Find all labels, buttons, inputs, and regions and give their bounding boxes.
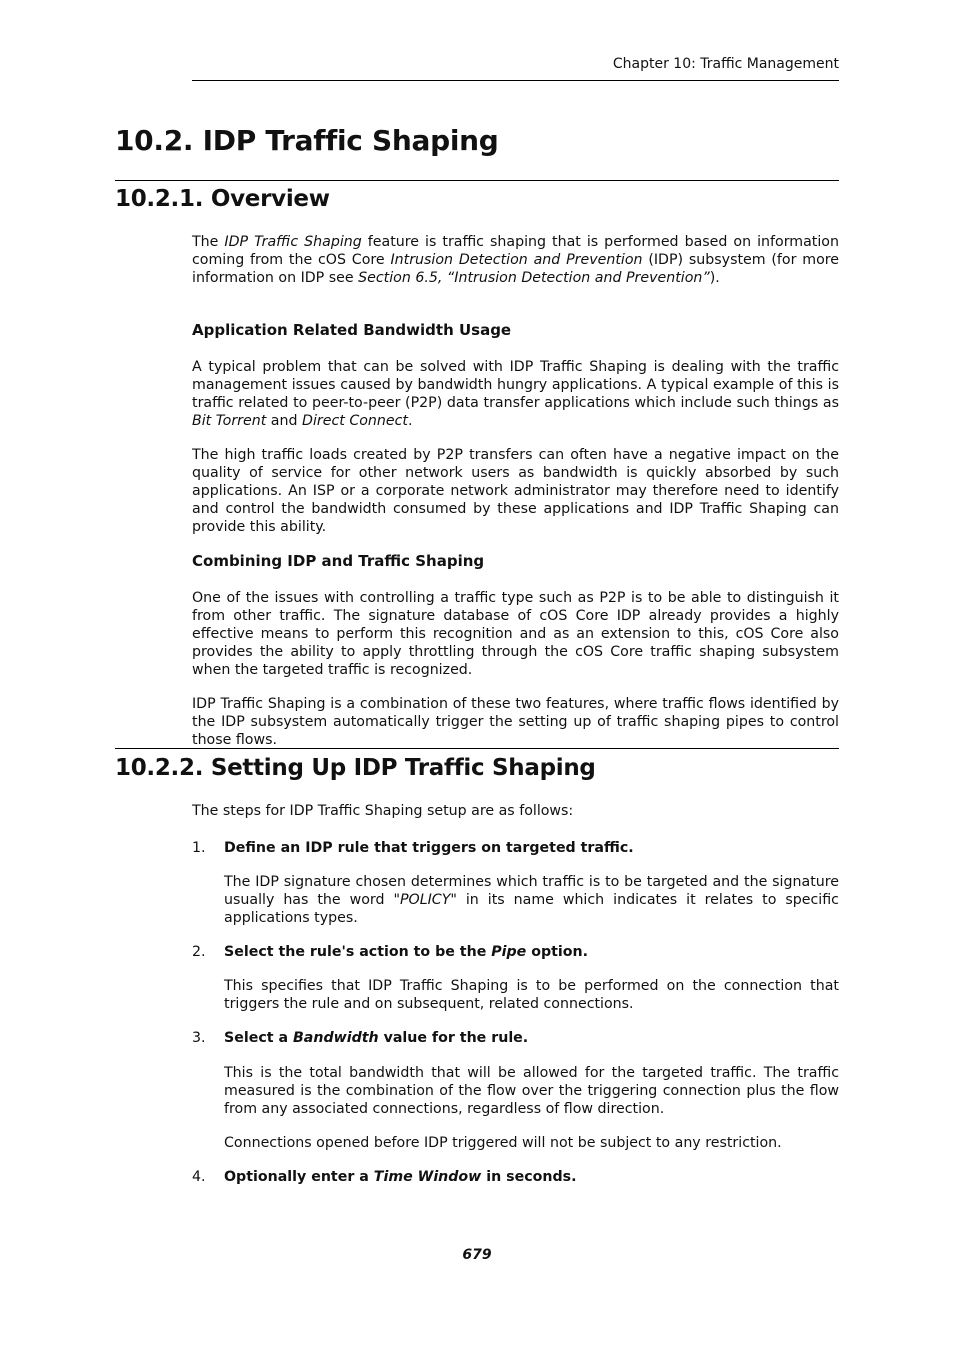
step-heading: Select the rule's action to be the Pipe option. — [224, 944, 589, 960]
bandwidth-paragraph-1: A typical problem that can be solved with IDP Traffic Shaping is dealing with the traffic management issues caused by bandwidth hungry applications. A typical example of this is traffic related to peer-to-peer (P2P) data transfer applications which include such things as Bit Torrent and Direct Connect. — [192, 359, 839, 429]
step-heading: Define an IDP rule that triggers on targeted traffic. — [224, 840, 634, 856]
step-number: 4. — [192, 1169, 206, 1185]
bandwidth-paragraph-2: The high traffic loads created by P2P transfers can often have a negative impact on the quality of service for other network users as bandwidth is quickly absorbed by such applications. An ISP or a corporate network administrator may therefore need to identify and control the bandwidth consumed by these applications and IDP Traffic Shaping can provide this ability. — [192, 447, 839, 535]
step-description: This specifies that IDP Traffic Shaping is to be performed on the connection that triggers the rule and on subsequent, related connections. — [224, 978, 839, 1012]
subsection-rule — [115, 748, 839, 749]
subheading-combining: Combining IDP and Traffic Shaping — [192, 552, 485, 570]
step-heading: Optionally enter a Time Window in seconds. — [224, 1169, 577, 1185]
setup-title: 10.2.2. Setting Up IDP Traffic Shaping — [115, 755, 596, 781]
step-note: Connections opened before IDP triggered will not be subject to any restriction. — [224, 1135, 782, 1151]
header-rule — [192, 80, 839, 81]
overview-paragraph: The IDP Traffic Shaping feature is traffic shaping that is performed based on information coming from the cOS Core Intrusion Detection and Prevention (IDP) subsystem (for more information on IDP see Section 6.5, “Intrusion Detection and Prevention”). — [192, 234, 840, 286]
overview-title: 10.2.1. Overview — [115, 186, 330, 212]
step-number: 1. — [192, 840, 206, 856]
step-description: The IDP signature chosen determines which traffic is to be targeted and the signature usually has the word "POLICY" in its name which indicates it relates to specific applications types. — [224, 874, 839, 926]
page-number: 679 — [462, 1247, 492, 1263]
step-number: 3. — [192, 1030, 206, 1046]
step-heading: Select a Bandwidth value for the rule. — [224, 1030, 529, 1046]
step-number: 2. — [192, 944, 206, 960]
combining-paragraph-1: One of the issues with controlling a traffic type such as P2P is to be able to distinguish it from other traffic. The signature database of cOS Core IDP already provides a highly effective means to perform this recognition and as an extension to this, cOS Core also provides the ability to apply throttling through the cOS Core traffic shaping subsystem when the targeted traffic is recognized. — [192, 590, 839, 678]
running-header: Chapter 10: Traffic Management — [612, 56, 839, 72]
combining-paragraph-2: IDP Traffic Shaping is a combination of these two features, where traffic flows identified by the IDP subsystem automatically trigger the setting up of traffic shaping pipes to control those flows. — [192, 696, 839, 748]
section-title: 10.2. IDP Traffic Shaping — [115, 124, 499, 157]
step-description: This is the total bandwidth that will be allowed for the targeted traffic. The traffic measured is the combination of the flow over the triggering connection plus the flow from any associated connections, regardless of flow direction. — [224, 1065, 839, 1117]
setup-intro: The steps for IDP Traffic Shaping setup are as follows: — [192, 803, 574, 819]
section-rule — [115, 180, 839, 181]
subheading-bandwidth-usage: Application Related Bandwidth Usage — [192, 321, 512, 339]
